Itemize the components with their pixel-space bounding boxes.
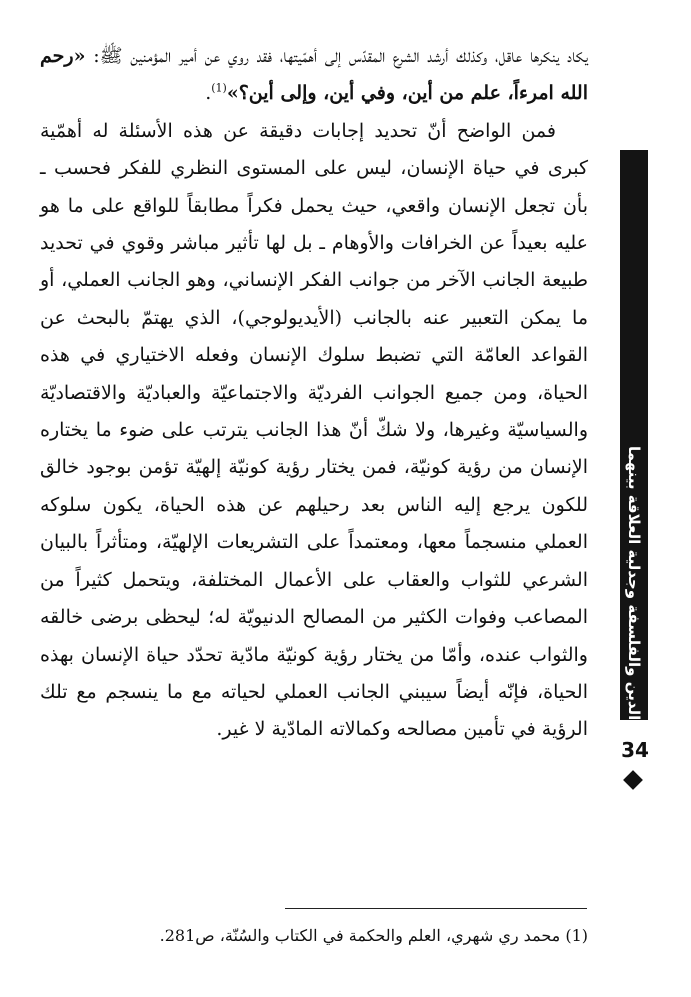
paragraph-1 — [40, 38, 588, 113]
diamond-icon — [623, 770, 643, 790]
paragraph-2: فمن الواضح أنّ تحديد إجابات دقيقة عن هذه الأسئلة له أهمّية كبرى في حياة الإنسان، ليس على المستوى النظري للفكر فحسب ـ بأن تجعل الإنسان واقعي، حيث يحمل فكراً مطابقاً للواقع على ما هو عليه بعيداً عن الخرافات والأوهام ـ بل لها تأثير مباشر وقوي في تحديد طبيعة الجانب الآخر من جوانب الفكر الإنساني، وهو الجانب العملي، أو ما يمكن التعبير عنه بالجانب (الأيديولوجي)، الذي يهتمّ بالبحث عن القواعد العامّة التي تضبط سلوك الإنسان وفعله الاختياري في هذه الحياة، ومن جميع الجوانب الفرديّة والاجتماعيّة والعباديّة والاقتصاديّة والسياسيّة وغيرها، ولا شكّ أنّ هذا الجانب يترتب على ضوء ما يختاره الإنسان من رؤية كونيّة، فمن يختار رؤية كونيّة إلهيّة تؤمن بوجود خالق للكون يرجع إليه الناس بعد رحيلهم عن هذه الحياة، يكون سلوكه العملي منسجماً معها، ومعتمداً على التشريعات الإلهيّة، ومتأثراً بالبيان الشرعي للثواب والعقاب على الأعمال المختلفة، ويتحمل كثيراً من المصاعب وفوات الكثير من المصالح الدنيويّة له؛ ليحظى برضى خالقه والثواب عنده، وأمّا من يختار رؤية كونيّة مادّية تحدّد حياة الإنسان بهذه الحياة، فإنّه أيضاً سيبني الجانب العملي لحياته مع ما ينسجم مع تلك الرؤية في تأمين مصالحه وكمالاته المادّية لا غير. — [40, 119, 588, 741]
body-text — [40, 38, 588, 749]
paragraph-1-end: . — [205, 82, 212, 105]
running-title: الدين والفلسفة وجدلية العلاقة بينهما — [625, 445, 643, 720]
footnote: (1) محمد ري شهري، العلم والحكمة في الكتاب والسُنّة، ص281. — [159, 926, 588, 945]
footnote-divider — [285, 908, 587, 909]
hadith-quote: «رحم الله امرءاً، علم من أين، وفي أين، وإلى أين؟» — [40, 45, 588, 105]
page-number: 34 — [621, 738, 649, 762]
paragraph-1-intro: يكاد ينكرها عاقل، وكذلك أرشد الشرع المقدّس إلى أهمّيتها، فقد روي عن أمير المؤمنين ﷺ: — [85, 45, 588, 67]
footnote-marker: (1) — [211, 82, 227, 96]
